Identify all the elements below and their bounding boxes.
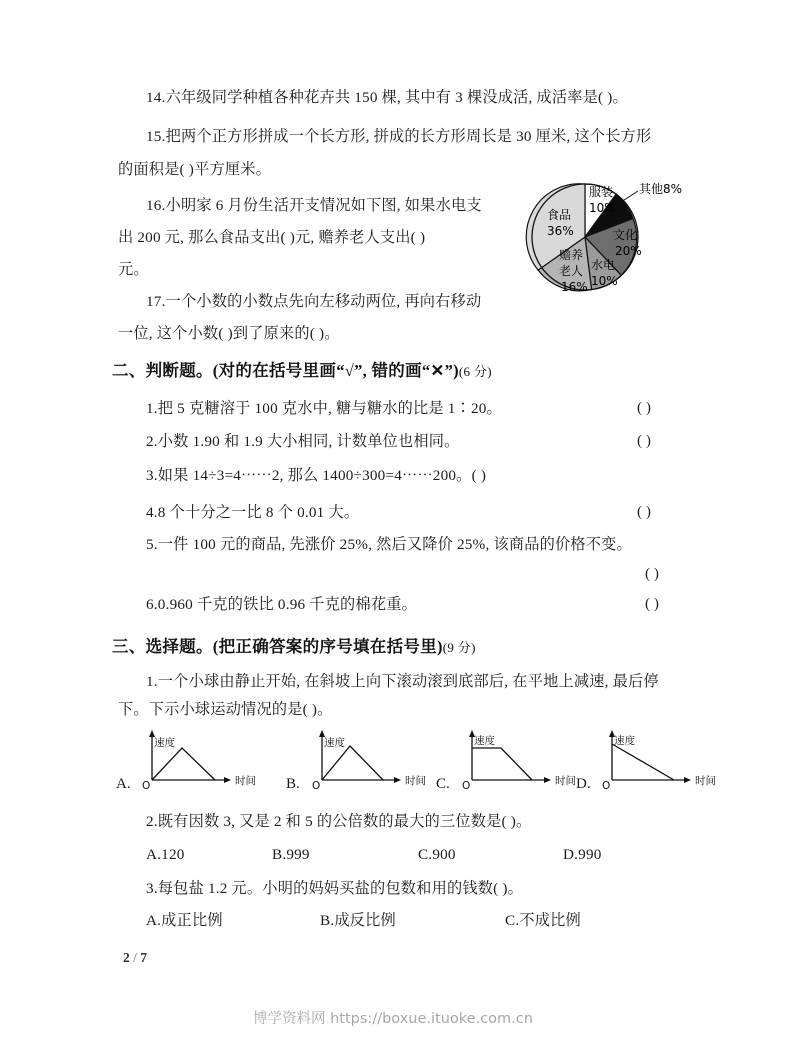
graph-b-svg	[288, 726, 448, 790]
choice-q2-text: 2.既有因数 3, 又是 2 和 5 的公倍数的最大的三位数是( )。	[146, 813, 532, 830]
judge-item-6-answer-paren[interactable]: ( )	[645, 595, 659, 612]
pie-value-wenhua: 20%	[615, 244, 642, 258]
graph-a-y-arrow	[149, 730, 155, 737]
pie-label-shanyang-1: 赡养	[559, 248, 584, 262]
graph-d-y-label: 速度	[614, 735, 635, 747]
judge-item-6-num: 6.	[146, 596, 158, 613]
graph-a-y-label: 速度	[154, 737, 175, 749]
pie-label-shuidian: 水电	[591, 258, 616, 272]
judge-item-6	[146, 595, 417, 614]
choice-q3-option-a[interactable]: A.成正比例	[146, 912, 223, 929]
section-two-heading-text: 二、判断题。(对的在括号里画“√”, 错的画“✕”)	[112, 361, 459, 380]
graph-c-x-arrow	[544, 777, 551, 783]
graph-c-svg	[438, 722, 598, 790]
graph-b-x-arrow	[394, 777, 401, 783]
question-16-line-3: 元。	[118, 261, 149, 278]
question-16-line-2: 出 200 元, 那么食品支出( )元, 赡养老人支出( )	[118, 229, 426, 246]
section-three-points: (9 分)	[442, 640, 476, 655]
pie-chart-svg	[505, 155, 690, 340]
judge-item-3-num: 3.	[146, 467, 158, 484]
question-15-line-1: 15.把两个正方形拼成一个长方形, 拼成的长方形周长是 30 厘米, 这个长方形	[146, 128, 652, 145]
judge-item-4-answer-paren[interactable]: ( )	[637, 503, 651, 520]
graph-a-origin: O	[142, 780, 151, 790]
pie-label-shipin: 食品	[547, 208, 572, 222]
graph-c-origin: O	[462, 780, 471, 790]
choice-q3-option-c[interactable]: C.不成比例	[505, 912, 581, 929]
graph-a-x-label: 时间	[235, 775, 256, 787]
judge-item-5-answer-paren[interactable]: ( )	[645, 565, 659, 582]
judge-item-4	[146, 503, 359, 522]
choice-q3-option-b[interactable]: B.成反比例	[320, 912, 396, 929]
question-15-line-2: 的面积是( )平方厘米。	[118, 161, 271, 178]
judge-item-2-num: 2.	[146, 433, 158, 450]
judge-item-2	[146, 432, 460, 451]
question-14-line-1: 14.六年级同学种植各种花卉共 150 棵, 其中有 3 棵没成活, 成活率是( )。	[146, 89, 628, 106]
graph-a-curve	[152, 748, 215, 780]
expense-pie-chart	[505, 155, 690, 340]
choice-q1-graph-a	[118, 726, 278, 790]
judge-item-1-text: 把 5 克糖溶于 100 克水中, 糖与糖水的比是 1∶20。	[157, 400, 502, 417]
judge-item-3-text: 如果 14÷3=4⋯⋯2, 那么 1400÷300=4⋯⋯200。( )	[157, 467, 487, 484]
judge-item-6-text: 0.960 千克的铁比 0.96 千克的棉花重。	[157, 596, 417, 613]
graph-b-curve	[322, 746, 383, 780]
page-current: 2	[123, 950, 130, 965]
pie-value-shanyang: 16%	[561, 280, 588, 294]
judge-item-2-text: 小数 1.90 和 1.9 大小相同, 计数单位也相同。	[157, 433, 460, 450]
choice-q1-graph-d	[578, 722, 738, 790]
choice-q1-option-c-label[interactable]: C.	[436, 776, 450, 792]
graph-a-svg	[118, 726, 278, 790]
graph-d-x-arrow	[684, 777, 691, 783]
question-17-line-1: 17.一个小数的小数点先向左移动两位, 再向右移动	[146, 293, 482, 310]
choice-q3-text: 3.每包盐 1.2 元。小明的妈妈买盐的包数和用的钱数( )。	[146, 880, 524, 897]
choice-q2-option-b[interactable]: B.999	[272, 846, 310, 863]
judge-item-2-answer-paren[interactable]: ( )	[637, 432, 651, 449]
judge-item-1	[146, 399, 502, 418]
judge-item-5-text: 一件 100 元的商品, 先涨价 25%, 然后又降价 25%, 该商品的价格不变。	[157, 536, 632, 553]
choice-q1-graph-c	[438, 722, 598, 790]
choice-q2-option-d[interactable]: D.990	[563, 846, 602, 863]
pie-value-shipin: 36%	[547, 224, 574, 238]
choice-q1-graph-b	[288, 726, 448, 790]
judge-item-4-text: 8 个十分之一比 8 个 0.01 大。	[157, 504, 360, 521]
graph-b-y-label: 速度	[324, 737, 345, 749]
graph-d-x-label: 时间	[695, 775, 716, 787]
pie-value-fuzhuang: 10%	[589, 201, 616, 215]
graph-b-y-arrow	[319, 730, 325, 737]
section-three-heading	[112, 633, 476, 657]
judge-item-4-num: 4.	[146, 504, 158, 521]
pie-label-fuzhuang: 服装	[589, 185, 614, 199]
judge-item-3	[146, 466, 486, 485]
choice-q1-option-b-label[interactable]: B.	[286, 776, 300, 792]
graph-c-x-label: 时间	[555, 775, 576, 787]
choice-q1-option-a-label[interactable]: A.	[116, 776, 131, 792]
judge-item-1-num: 1.	[146, 400, 158, 417]
judge-item-5	[146, 535, 632, 554]
graph-b-origin: O	[312, 780, 321, 790]
graph-c-y-label: 速度	[474, 735, 495, 747]
choice-q1-line-2: 下。下示小球运动情况的是( )。	[118, 701, 333, 718]
graph-d-origin: O	[602, 780, 611, 790]
graph-b-x-label: 时间	[405, 775, 426, 787]
judge-item-5-num: 5.	[146, 536, 158, 553]
choice-q1-option-d-label[interactable]: D.	[576, 776, 591, 792]
pie-label-qita: 其他8%	[639, 182, 683, 196]
judge-item-1-answer-paren[interactable]: ( )	[637, 399, 651, 416]
graph-d-svg	[578, 722, 738, 790]
graph-a-x-arrow	[224, 777, 231, 783]
graph-c-curve	[472, 748, 532, 780]
section-two-heading	[112, 357, 492, 381]
choice-q1-line-1: 1.一个小球由静止开始, 在斜坡上向下滚动滚到底部后, 在平地上减速, 最后停	[146, 673, 659, 690]
section-three-heading-text: 三、选择题。(把正确答案的序号填在括号里)	[112, 637, 443, 656]
page-slash: /	[133, 950, 137, 965]
pie-value-shuidian: 10%	[591, 274, 618, 288]
graph-d-curve	[612, 744, 674, 780]
page-total: 7	[140, 950, 148, 965]
page-indicator	[123, 950, 147, 966]
question-16-line-1: 16.小明家 6 月份生活开支情况如下图, 如果水电支	[146, 197, 482, 214]
question-17-line-2: 一位, 这个小数( )到了原来的( )。	[118, 325, 340, 342]
choice-q2-option-a[interactable]: A.120	[146, 846, 185, 863]
pie-label-wenhua: 文化	[613, 228, 638, 242]
pie-label-shanyang-2: 老人	[559, 264, 584, 278]
section-two-points: (6 分)	[458, 364, 492, 379]
site-watermark: 博学资料网 https://boxue.ituoke.com.cn	[253, 1011, 533, 1027]
choice-q2-option-c[interactable]: C.900	[418, 846, 456, 863]
